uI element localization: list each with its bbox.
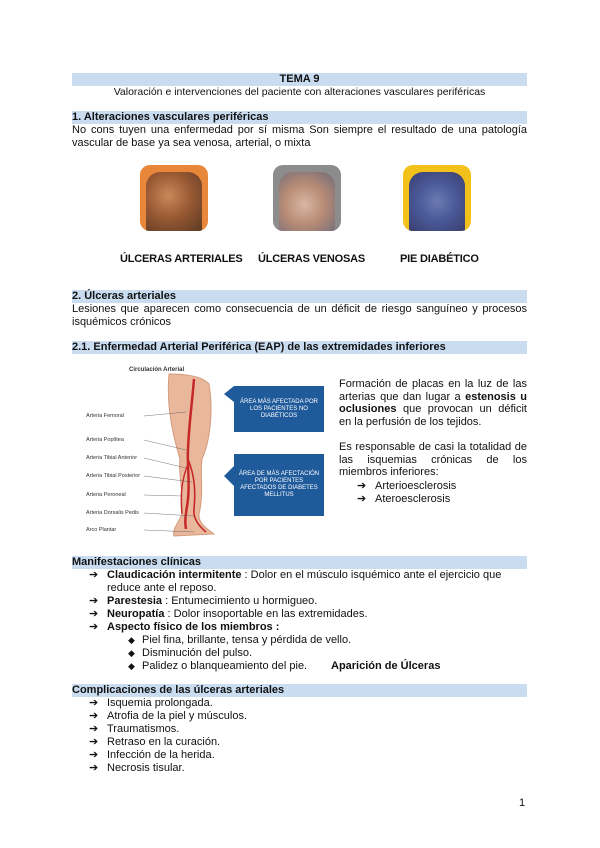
label-dorsalis-pedis: Arteria Dorsalis Pedis: [86, 510, 139, 516]
eap-item-label: Arterioesclerosis: [375, 480, 457, 492]
arrow-icon: ➔: [89, 569, 99, 581]
aspecto-sub-3: [128, 660, 307, 673]
figure-title: Circulación Arterial: [129, 367, 185, 373]
complicacion-label: Retraso en la curación.: [107, 736, 221, 748]
manifestaciones-heading: Manifestaciones clínicas: [72, 556, 201, 568]
aspecto-sub-label: Piel fina, brillante, tensa y pérdida de vello.: [142, 634, 352, 646]
arrow-icon: ➔: [89, 762, 99, 774]
page-subtitle: Valoración e intervenciones del paciente con alteraciones vasculares periféricas: [113, 86, 486, 98]
label-tibial-posterior: Arteria Tibial Posterior: [86, 473, 141, 479]
page-number: 1: [519, 797, 526, 809]
claudicacion-continuation: reduce ante el reposo.: [107, 582, 217, 594]
complicacion-item: [89, 710, 247, 723]
non-diabetic-area-box: ÁREA MÁS AFECTADA POR LOS PACIENTES NO DIABÉTICOS: [234, 386, 324, 432]
caption-arterial: ÚLCERAS ARTERIALES: [120, 253, 243, 265]
eap-paragraph-1: [339, 378, 527, 428]
arterial-ulcer-image: [140, 165, 208, 231]
complicacion-label: Traumatismos.: [107, 723, 180, 735]
complicacion-label: Atrofia de la piel y músculos.: [107, 710, 248, 722]
arrow-icon: ➔: [89, 621, 99, 633]
label-femoral: Arteria Femoral: [86, 413, 124, 419]
aparicion-ulceras: Aparición de Úlceras: [331, 660, 441, 672]
complicaciones-heading: Complicaciones de las úlceras arteriales: [72, 684, 285, 696]
arrow-icon: ➔: [89, 595, 99, 607]
neuropatia-text: : Dolor insoportable en las extremidades.: [164, 608, 368, 620]
diamond-bullet-icon: ◆: [128, 648, 135, 658]
complicacion-item: [89, 749, 215, 762]
arrow-icon: ➔: [357, 480, 367, 492]
claudicacion-text: : Dolor en el músculo isquémico ante el ejercicio que: [241, 569, 502, 581]
arrow-icon: ➔: [357, 493, 367, 505]
caption-diabetic: PIE DIABÉTICO: [400, 253, 479, 265]
parestesia-label: Parestesia: [107, 595, 163, 607]
complicacion-item: [89, 697, 213, 710]
diabetic-foot-image: [403, 165, 471, 231]
arrow-icon: ➔: [89, 697, 99, 709]
eap-p1-end: que provocan un déficit en la perfusión de los tejidos.: [339, 403, 527, 428]
label-peroneal: Arteria Peroneal: [86, 492, 126, 498]
aspecto-sub-1: [128, 634, 351, 647]
caption-venous: ÚLCERAS VENOSAS: [258, 253, 366, 265]
complicacion-item: [89, 723, 179, 736]
aspecto-sub-label: Disminución del pulso.: [142, 647, 253, 659]
arrow-icon: ➔: [89, 608, 99, 620]
venous-ulcer-image: [273, 165, 341, 231]
complicacion-label: Necrosis tisular.: [107, 762, 185, 774]
label-arco-plantar: Arco Plantar: [86, 527, 117, 533]
section21-heading: 2.1. Enfermedad Arterial Periférica (EAP) de las extremidades inferiores: [72, 341, 446, 353]
section1-heading: 1. Alteraciones vasculares periféricas: [72, 111, 269, 123]
complicacion-item: [89, 762, 185, 775]
parestesia-item: [89, 595, 317, 608]
arrow-icon: ➔: [89, 723, 99, 735]
eap-item-label: Ateroesclerosis: [375, 493, 451, 505]
eap-p1-bold: estenosis u oclusiones: [339, 390, 527, 415]
arrow-icon: ➔: [89, 749, 99, 761]
aspecto-item: [89, 621, 279, 634]
section1-text: No cons tuyen una enfermedad por sí misma Son siempre el resultado de una patología vascular de base ya sea venosa, arterial, o mixta: [72, 124, 527, 149]
eap-paragraph-2: Es responsable de casi la totalidad de las isquemias crónicas de los miembros inferiores:: [339, 441, 527, 478]
aspecto-sub-label: Palidez o blanqueamiento del pie.: [142, 660, 308, 672]
claudicacion-item: [89, 569, 527, 582]
aspecto-label: Aspecto físico de los miembros :: [107, 621, 280, 633]
neuropatia-label: Neuropatía: [107, 608, 165, 620]
arterial-circulation-figure: [74, 364, 332, 540]
aspecto-sub-2: [128, 647, 252, 660]
eap-item-ateroesclerosis: [357, 493, 450, 506]
label-tibial-anterior: Arteria Tibial Anterior: [86, 455, 138, 461]
neuropatia-item: [89, 608, 367, 621]
arrow-icon: ➔: [89, 710, 99, 722]
arrow-icon: ➔: [89, 736, 99, 748]
section2-text: Lesiones que aparecen como consecuencia de un déficit de riesgo sanguíneo y procesos isquémicos crónicos: [72, 303, 527, 328]
diamond-bullet-icon: ◆: [128, 661, 135, 671]
section2-heading: 2. Úlceras arteriales: [72, 290, 176, 302]
label-poplitea: Arteria Poplítea: [86, 437, 124, 443]
eap-item-arterioesclerosis: [357, 480, 456, 493]
claudicacion-label: Claudicación intermitente: [107, 569, 242, 581]
page-title: TEMA 9: [279, 73, 320, 85]
diabetic-area-box: ÁREA DE MÁS AFECTACIÓN POR PACIENTES AFECTADOS DE DIABETES MELLITUS: [234, 454, 324, 516]
parestesia-text: : Entumecimiento u hormigueo.: [162, 595, 318, 607]
eap-p1-start: Formación de placas en la luz de las arterias que dan lugar a: [339, 378, 527, 403]
complicacion-item: [89, 736, 220, 749]
complicacion-label: Isquemia prolongada.: [107, 697, 213, 709]
complicacion-label: Infección de la herida.: [107, 749, 215, 761]
diamond-bullet-icon: ◆: [128, 635, 135, 645]
